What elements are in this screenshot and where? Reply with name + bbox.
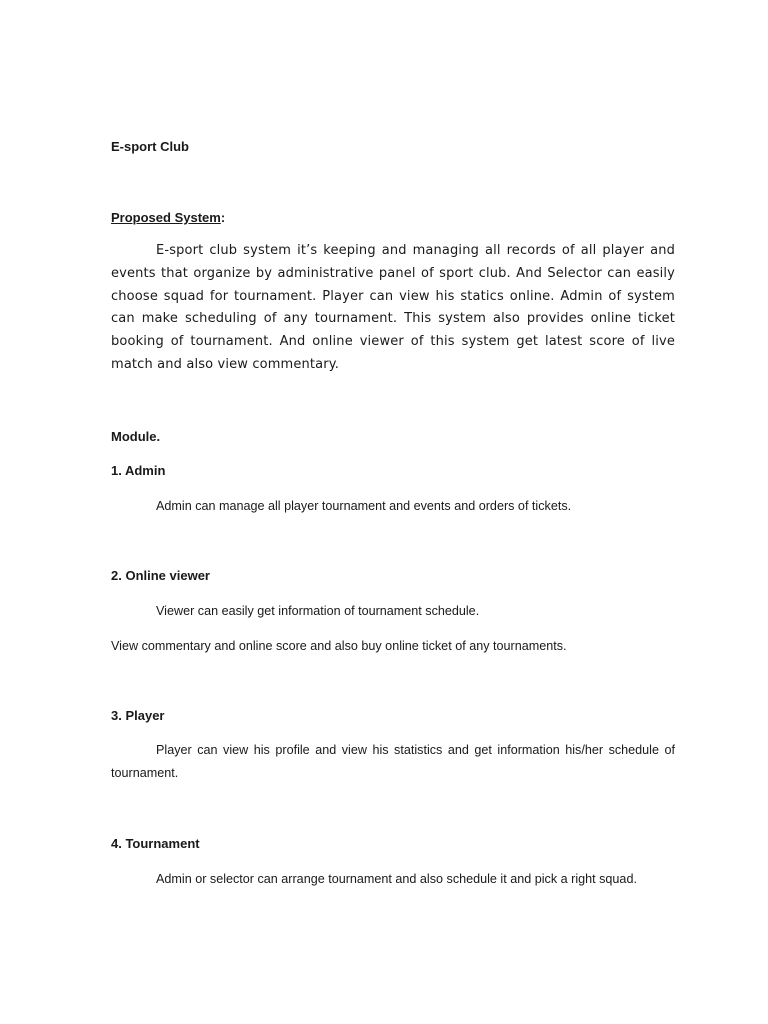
module-heading: Module. — [111, 429, 161, 444]
module-2-paragraph-2: View commentary and online score and also buy online ticket of any tournaments. — [111, 639, 567, 653]
module-4-paragraph: Admin or selector can arrange tournament and also schedule it and pick a right squad. — [156, 872, 637, 886]
module-3-heading: 3. Player — [111, 708, 165, 723]
module-4-heading: 4. Tournament — [111, 836, 200, 851]
proposed-system-paragraph: E-sport club system it’s keeping and managing all records of all player and events that organize by administrative panel of sport club. And Selector can easily choose squad for tournament. Player can view his statics online. Admin of system can make scheduling of any tournament. This system also provides online ticket booking of tournament. And online viewer of this system get latest score of live match and also view commentary. — [111, 243, 675, 372]
proposed-system-heading-text: Proposed System — [111, 210, 221, 225]
module-3-paragraph: Player can view his profile and view his statistics and get information his/her schedule of tournament. — [111, 743, 675, 780]
proposed-system-heading — [111, 210, 675, 226]
proposed-system-heading-colon: : — [220, 210, 226, 225]
document-title: E-sport Club — [111, 139, 189, 154]
module-1-paragraph: Admin can manage all player tournament and events and orders of tickets. — [156, 499, 572, 513]
module-2-heading: 2. Online viewer — [111, 568, 210, 583]
module-1-heading: 1. Admin — [111, 463, 166, 478]
module-2-paragraph-1: Viewer can easily get information of tournament schedule. — [156, 604, 480, 618]
